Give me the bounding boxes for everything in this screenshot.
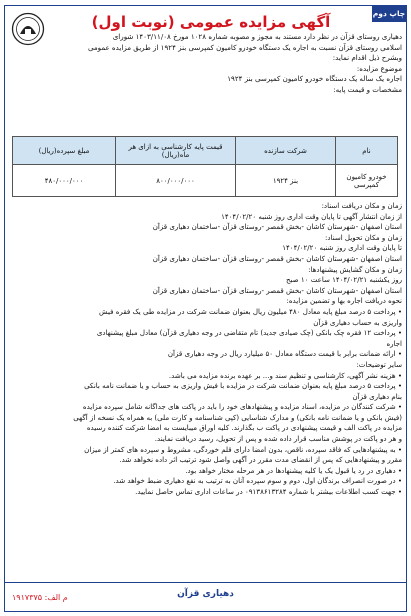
detail-line: نحوه دریافت اجاره بها و تضمین مزایده: xyxy=(286,296,402,306)
table-row xyxy=(13,165,398,197)
notice-footer xyxy=(4,582,407,612)
detail-line: روز یکشنبه ۱۴۰۴/۰۲/۲۱ ساعت ۱۰ صبح xyxy=(285,275,402,285)
detail-line: استان اصفهان -شهرستان کاشان -بخش قمصر -روستای قزآن -ساختمان دهیاری قزآن xyxy=(152,222,402,232)
intro-text xyxy=(8,32,402,96)
detail-line: • در صورت انصراف برندگان اول، دوم و سوم سپرده آنان به ترتیب به نفع دهیاری ضبط خواهد شد. xyxy=(113,476,402,486)
detail-line: • شرکت کنندگان در مزایده، اسناد مزایده و پیشنهادهای خود را باید در پاکت های جداگانه شامل سپرده مزایده xyxy=(82,402,402,412)
table-cell: ۸۰۰/۰۰۰/۰۰۰ xyxy=(116,165,236,197)
detail-line: زمان و مکان تحویل اسناد: xyxy=(325,232,402,242)
detail-line: از زمان انتشار آگهی تا پایان وقت اداری روز شنبه ۱۴۰۴/۰۲/۲۰ xyxy=(221,211,402,221)
table-cell: خودرو کامیون کمپرسی xyxy=(336,165,398,197)
detail-line: استان اصفهان -شهرستان کاشان -بخش قمصر -روستای قزآن -ساختمان دهیاری قزآن xyxy=(152,285,402,295)
detail-line: تا پایان وقت اداری روز شنبه ۱۴۰۴/۰۲/۲۰ xyxy=(282,243,402,253)
intro-line: وبشرح ذیل اقدام نماید: xyxy=(332,53,402,63)
footer-organization: دهیاری قزآن xyxy=(177,589,234,599)
intro-line: مشخصات و قیمت پایه: xyxy=(333,84,402,94)
detail-line: • ارائه ضمانت برابر با قیمت دستگاه معادل ۵۰ میلیارد ریال در وجه دهیاری قزآن xyxy=(167,349,402,359)
detail-line: واریزی به حساب دهیاری قزآن xyxy=(313,317,402,327)
detail-line: • جهت کسب اطلاعات بیشتر با شماره ۰۹۱۳۸۶۱۳۲۸۴ در ساعات اداری تماس حاصل نمایید. xyxy=(135,487,402,497)
intro-line: موضوع مزایده: xyxy=(356,63,402,73)
table-header-row xyxy=(13,137,398,165)
detail-line: مقرر و پیشنهادهایی که پس از انقضای مدت مقرر در آگهی واصل شود ترتیب اثر داده نخواهد شد. xyxy=(119,455,402,465)
detail-line: • پرداخت ۵ درصد مبلغ پایه بعنوان ضمانت شرکت در مزایده با فیش واریزی به حساب و یا ضمانت نامه بانکی xyxy=(84,381,402,391)
table-header-cell: قیمت پایه کارشناسی به ازای هر ماه(ریال) xyxy=(116,137,236,165)
intro-line: اجاره یک ساله یک دستگاه خودرو کامیون کمپرسی بنز ۱۹۲۴ xyxy=(227,74,402,84)
footer-code: م الف: ۱۹۱۷۳۷۵ xyxy=(12,593,68,602)
intro-line: اسلامی روستای قزآن نسبت به اجاره یک دستگاه خودرو کامیون کمپرسی بنز ۱۹۲۴ از طریق مزایده عمومی xyxy=(87,42,402,52)
detail-line: و هر دو پاکت در پوشش مناسب قرار داده شده و پس از تحویل، رسید دریافت نمایند. xyxy=(154,434,402,444)
detail-line: • هزینه نشر آگهی، کارشناسی و تنظیم سند و... بر عهده برنده مزایده می باشد. xyxy=(168,370,402,380)
table-header-cell: نام xyxy=(336,137,398,165)
notice-title: آگهی مزایده عمومی (نوبت اول) xyxy=(61,11,361,33)
intro-line: دهیاری روستای قزآن در نظر دارد مستند به مجوز و مصوبه شماره ۱۰۲۸ مورخ ۱۴۰۳/۱۱/۰۸ شورای xyxy=(112,32,402,41)
detail-line: مزایده در پاکت الف و قیمت پیشنهادی در پاکت ب بگذارند. کلیه اوراق میبایست به امضا شرکت کننده رسیده xyxy=(86,423,402,433)
table-cell: بنز ۱۹۲۴ xyxy=(236,165,336,197)
table-cell: ۴۸۰/۰۰۰/۰۰۰ xyxy=(13,165,116,197)
detail-line: • دهیاری در رد یا قبول یک یا کلیه پیشنهادها در هر مرحله مختار خواهد بود. xyxy=(185,465,402,475)
detail-line: استان اصفهان -شهرستان کاشان -بخش قمصر -روستای قزآن -ساختمان دهیاری قزآن xyxy=(152,253,402,263)
detail-line: • پرداخت ۱۲ فقره چک بانکی (چک صیادی جدید) تام متقاضی در وجه دهیاری قزآن) معادل مبلغ پیشنهادی xyxy=(96,328,402,338)
detail-line: • به پیشنهادهایی که فاقد سپرده، ناقص، بدون امضا دارای قلم خوردگی، مشروط و سپرده های کمتر از میزان xyxy=(84,444,402,454)
detail-line: بنام دهیاری قزآن xyxy=(352,391,402,401)
details-text xyxy=(8,201,402,498)
detail-line: اجاره xyxy=(386,338,402,348)
detail-line: زمان و مکان گشایش پیشنهادها: xyxy=(308,264,402,274)
specs-table xyxy=(12,136,398,197)
edition-tag: چاپ دوم xyxy=(372,6,406,22)
table-header-cell: شرکت سازنده xyxy=(236,137,336,165)
detail-line: • پرداخت ۵ درصد مبلغ پایه معادل ۴۸۰ میلیون ریال بعنوان ضمانت شرکت در مزایده طی یک فقره فیش xyxy=(99,306,402,316)
table-header-cell: مبلغ سپرده(ریال) xyxy=(13,137,116,165)
detail-line: زمان و مکان دریافت اسناد: xyxy=(321,201,402,210)
detail-line: سایر توضیحات: xyxy=(356,359,402,369)
detail-line: (فیش بانکی و یا ضمانت نامه بانکی) و مدارک شناسایی (کپی شناسنامه و کارت ملی) به همراه یک نسخه از آگهی xyxy=(73,412,402,422)
